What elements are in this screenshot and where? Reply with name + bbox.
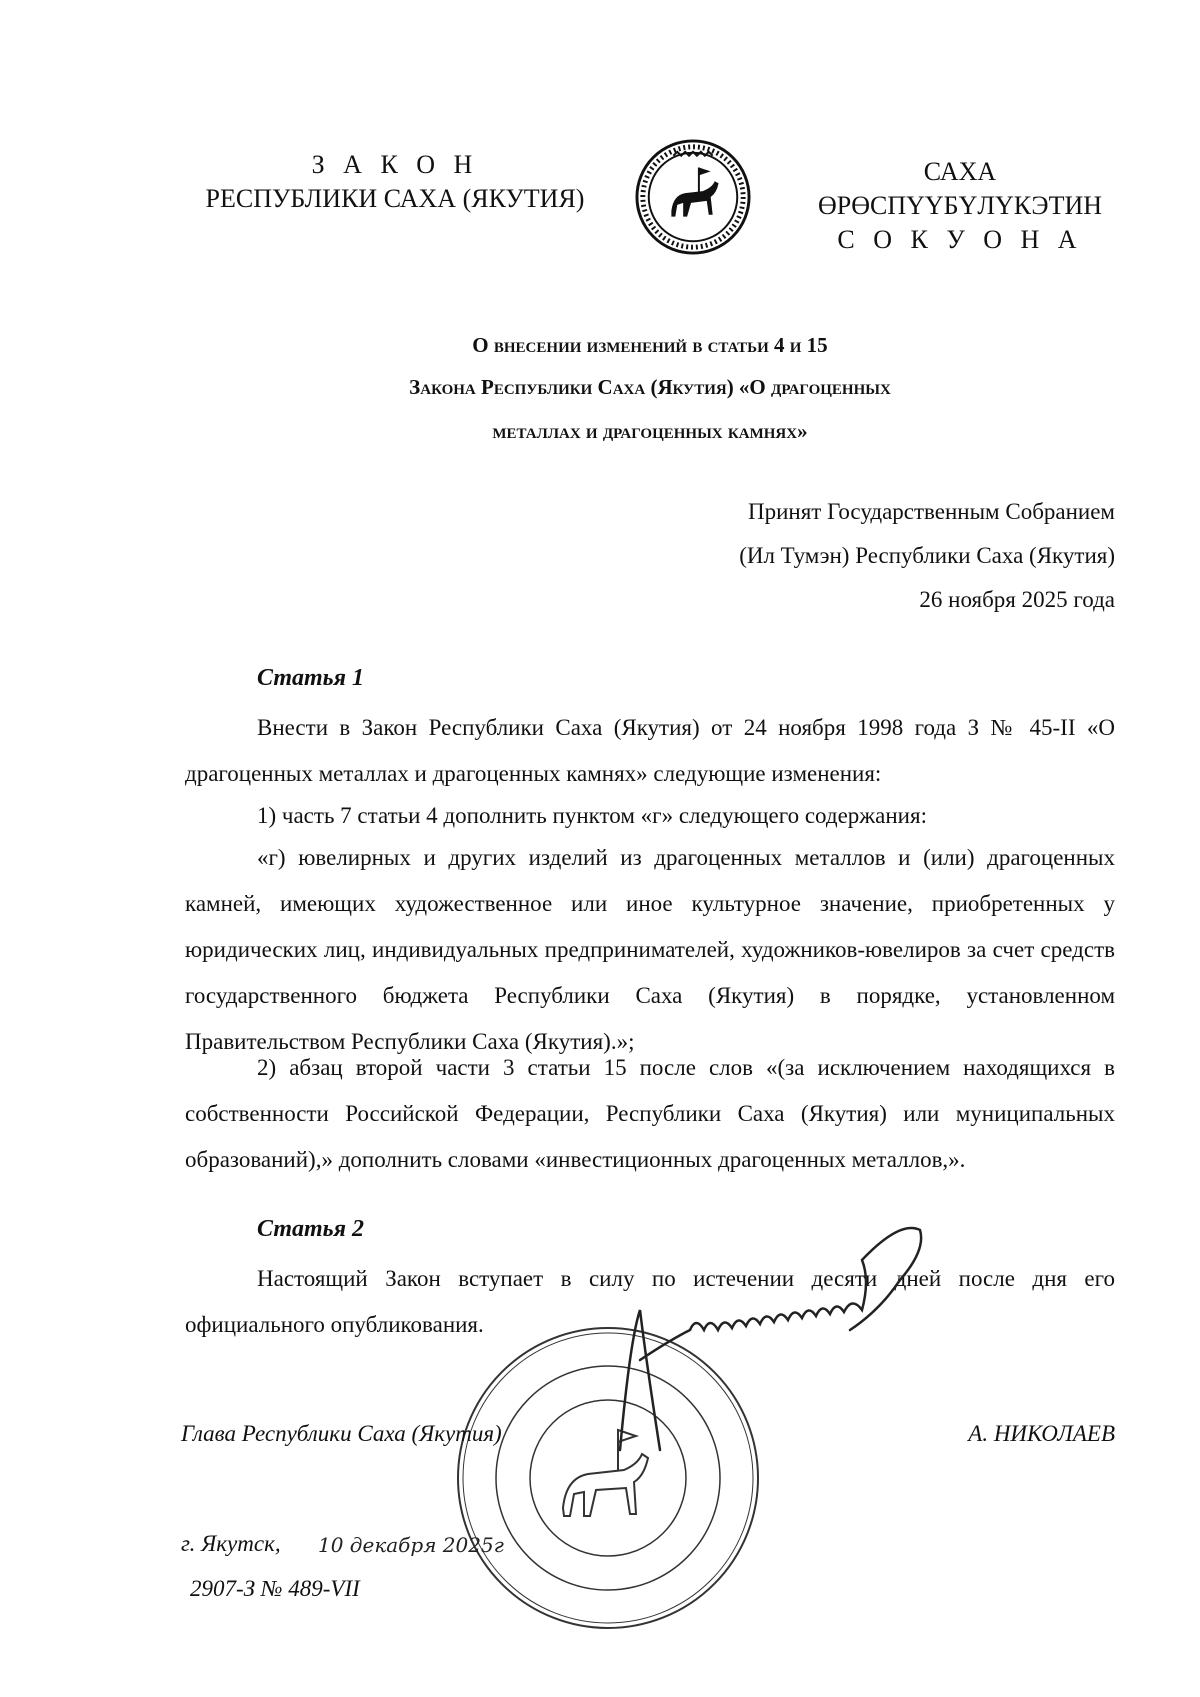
header-left-law: З А К О Н — [311, 150, 479, 179]
law-number: 2907-З № 489-VII — [190, 1576, 360, 1601]
signatory-name: А. НИКОЛАЕВ — [968, 1421, 1115, 1446]
handwritten-signature — [600, 1220, 1020, 1480]
signing-date: 10 декабря 2025г — [318, 1533, 504, 1557]
article-1-intro: Внести в Закон Республики Саха (Якутия) от 24 ноября 1998 года З № 45-II «О драгоценных металлах и драгоценных камнях» следующие изменения: — [185, 715, 1115, 786]
law-title-line-2: Закона Республики Саха (Якутия) «О драгоценных — [409, 375, 891, 399]
republic-emblem-icon — [634, 138, 752, 256]
adoption-date: 26 ноября 2025 года — [919, 587, 1115, 612]
article-2-heading: Статья 2 — [257, 1216, 365, 1242]
law-title-line-3: металлах и драгоценных камнях» — [492, 419, 808, 443]
header-left — [205, 148, 585, 216]
signing-place: г. Якутск, — [181, 1531, 281, 1556]
article-1-item-1: 1) часть 7 статьи 4 дополнить пунктом «г» следующего содержания: — [257, 803, 927, 828]
adoption-line-2: (Ил Тумэн) Республики Саха (Якутия) — [739, 543, 1115, 568]
article-1-item-2: 2) абзац второй части 3 статьи 15 после слов «(за исключением находящихся в собственности Российской Федерации, Республики Саха (Якутия) или муниципальных образований),» дополнить словами «инвестиционных драгоценных металлов,». — [185, 1055, 1115, 1172]
header-right-law: С О К У О Н А — [837, 225, 1083, 254]
header-right — [780, 155, 1140, 257]
article-1-item-1-text: «г) ювелирных и других изделий из драгоценных металлов и (или) драгоценных камней, имеющих художественное или иное культурное значение, приобретенных у юридических лиц, индивидуальных предпринимателей, художников-ювелиров за счет средств государственного бюджета Республики Саха (Якутия) в порядке, установленном Правительством Республики Саха (Якутия).»; — [185, 845, 1115, 1054]
header-right-republic: САХА ӨРӨСПҮҮБҮЛҮКЭТИН — [817, 157, 1103, 220]
adoption-line-1: Принят Государственным Собранием — [747, 499, 1115, 524]
article-1-heading: Статья 1 — [257, 665, 365, 691]
law-title-line-1: О внесении изменений в статьи 4 и 15 — [472, 333, 828, 357]
article-2-text: Настоящий Закон вступает в силу по истечении десяти дней после дня его официального опубликования. — [185, 1266, 1115, 1337]
signatory-title: Глава Республики Саха (Якутия) — [181, 1421, 502, 1446]
header-left-republic: РЕСПУБЛИКИ САХА (ЯКУТИЯ) — [205, 184, 585, 213]
